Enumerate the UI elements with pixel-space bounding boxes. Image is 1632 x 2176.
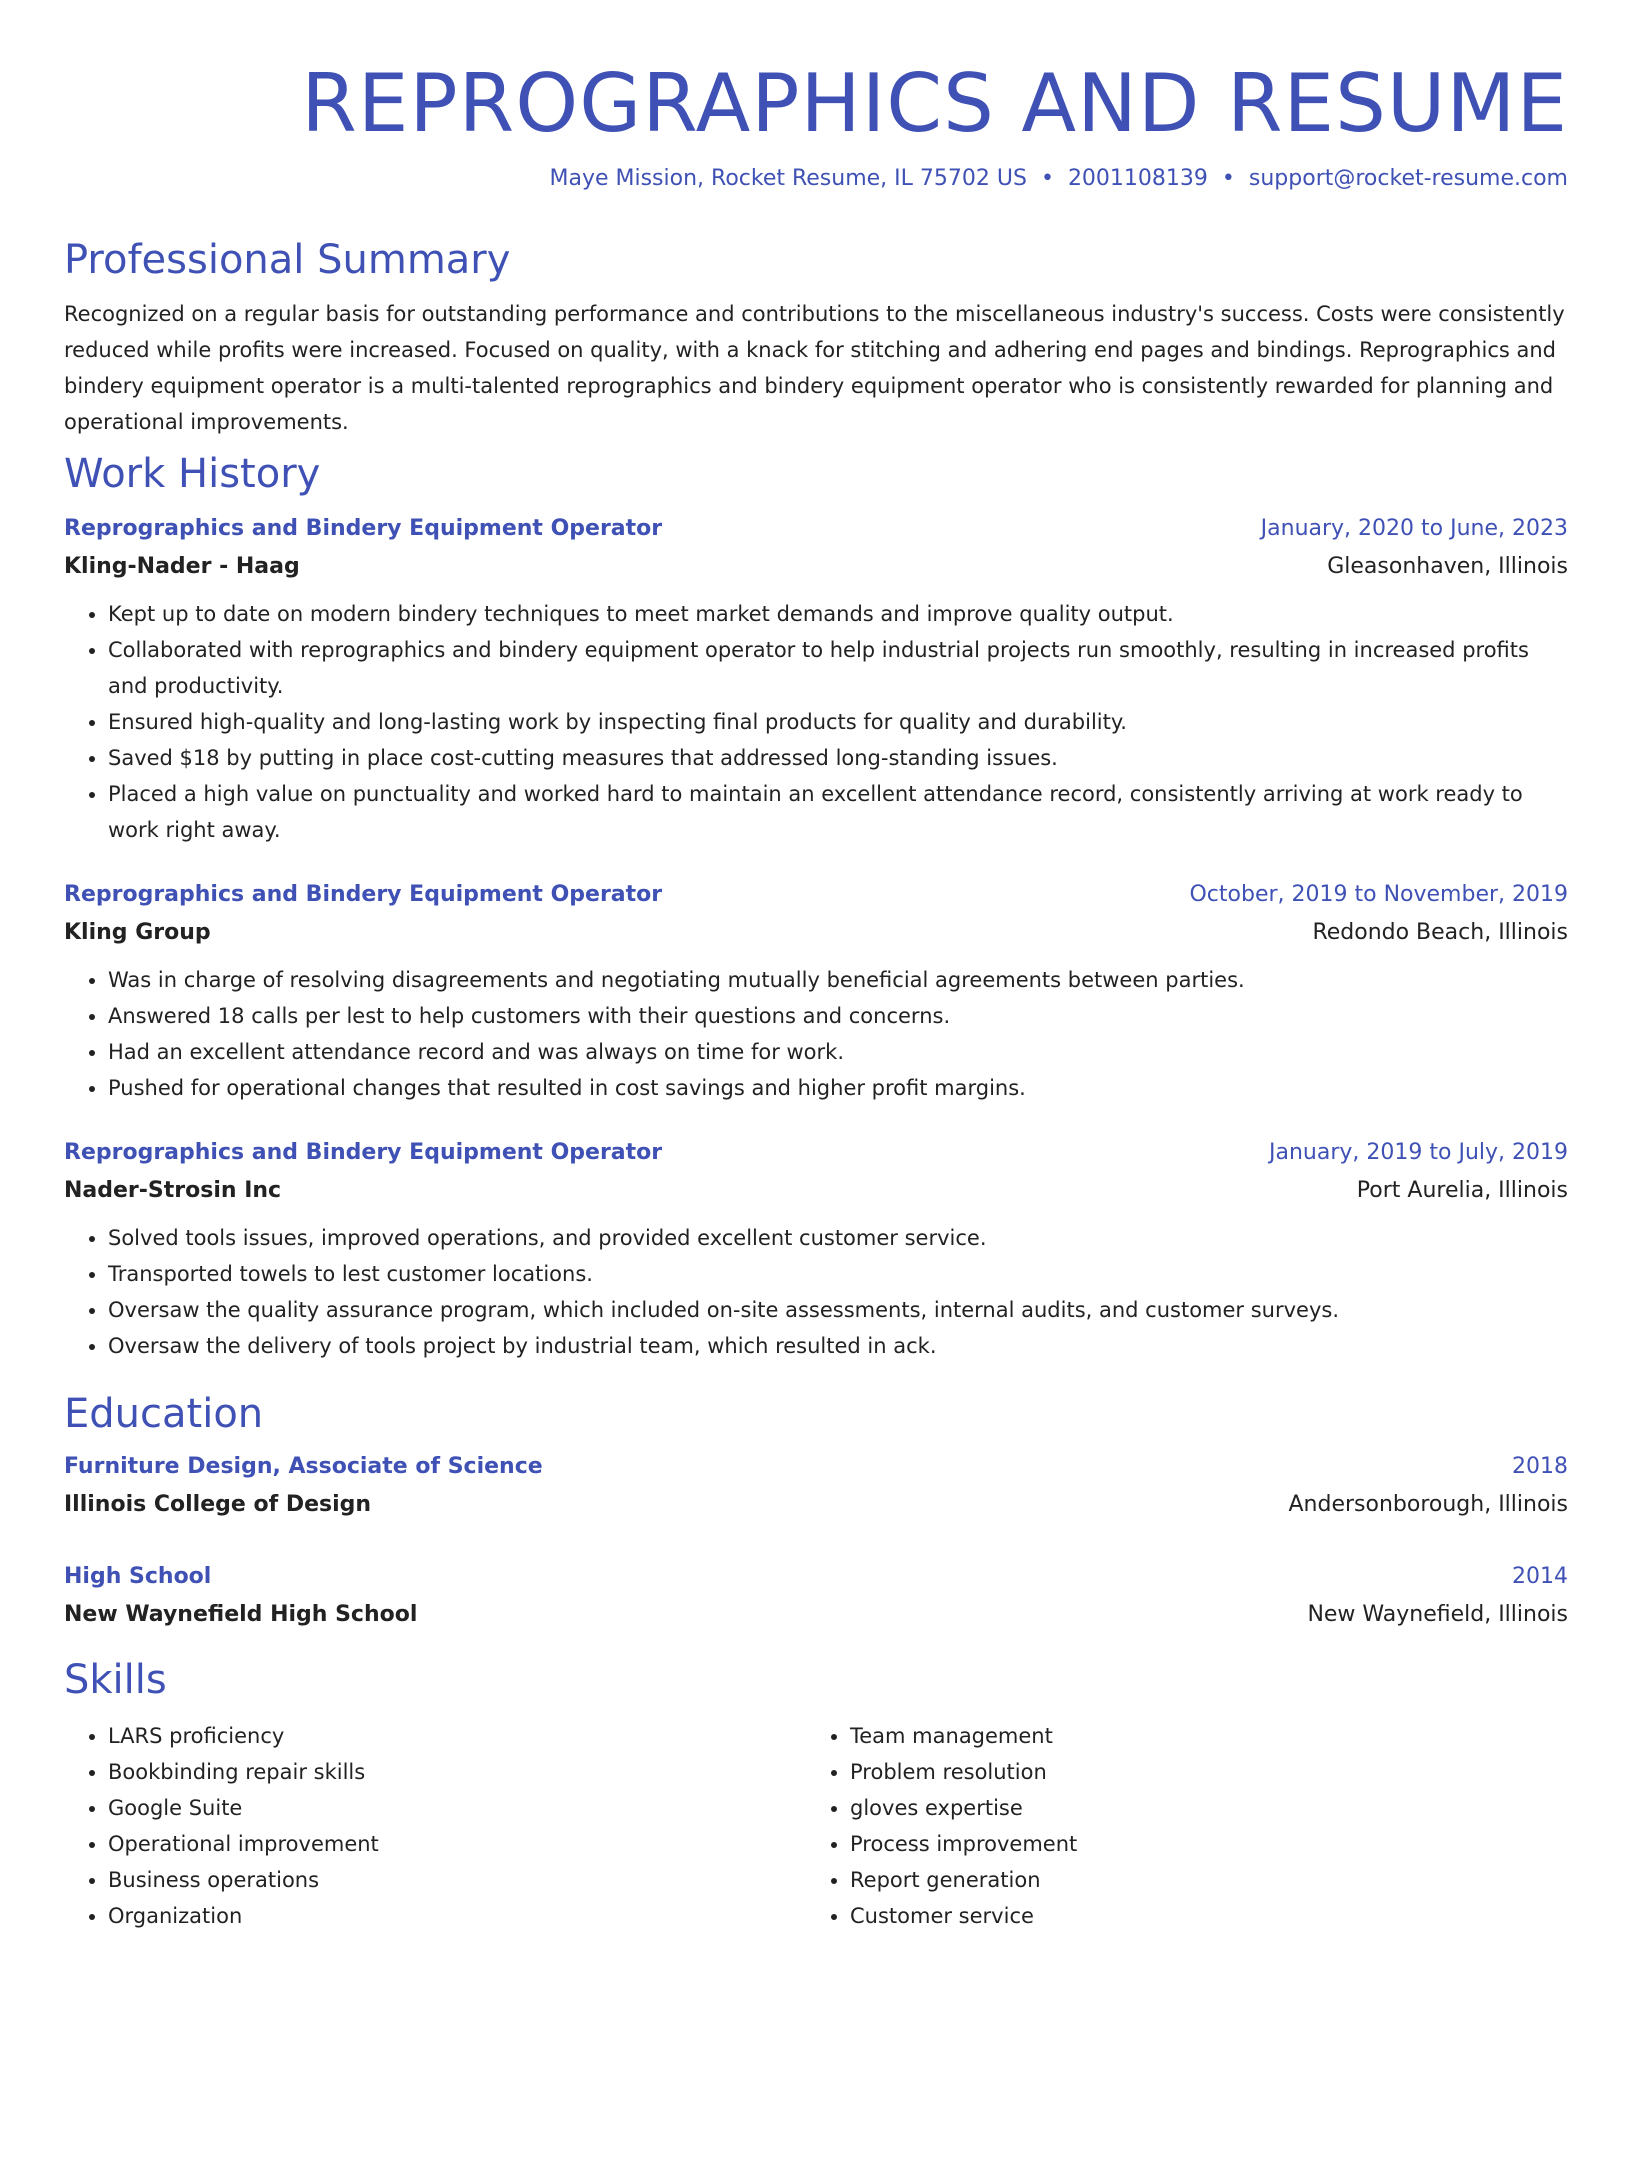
education-school: New Waynefield High School — [64, 1602, 418, 1627]
resume-name: REPROGRAPHICS AND RESUME — [301, 57, 1568, 150]
job-company: Nader-Strosin Inc — [64, 1178, 282, 1203]
job-title: Reprographics and Bindery Equipment Operator — [64, 516, 663, 541]
skill-item: • Customer service — [850, 1898, 1548, 1934]
job-bullet: • Saved $18 by putting in place cost-cutting measures that addressed long-standing issues. — [108, 740, 1568, 776]
section-title-education: Education — [64, 1391, 264, 1437]
education-year: 2014 — [1512, 1564, 1568, 1589]
job-bullet: • Kept up to date on modern bindery techniques to meet market demands and improve quality output. — [108, 596, 1568, 632]
job-company: Kling Group — [64, 920, 211, 945]
education-year: 2018 — [1512, 1454, 1568, 1479]
section-title-skills: Skills — [64, 1657, 167, 1703]
skill-item: • Problem resolution — [850, 1754, 1548, 1790]
job-bullet: • Ensured high-quality and long-lasting work by inspecting final products for quality and durability. — [108, 704, 1568, 740]
education-entry — [64, 1558, 1568, 1634]
skills-column-right — [806, 1718, 1548, 1934]
contact-email: support@rocket-resume.com — [1248, 166, 1568, 191]
job-location: Gleasonhaven, Illinois — [1327, 554, 1568, 579]
summary-text: Recognized on a regular basis for outstanding performance and contributions to the miscellaneous industry's success. Costs were consistently reduced while profits were increased. Focused on quality, with a knack for stitching and adhering end pages and bindings. Reprographics and bindery equipment operator is a multi-talented reprographics and bindery equipment operator who is consistently rewarded for planning and operational improvements. — [64, 302, 1565, 434]
job-dates: January, 2019 to July, 2019 — [1269, 1140, 1568, 1165]
contact-separator: • — [1040, 166, 1054, 191]
skill-item: • LARS proficiency — [108, 1718, 806, 1754]
job-bullet: • Oversaw the quality assurance program, which included on-site assessments, internal audits, and customer surveys. — [108, 1292, 1568, 1328]
skill-item: • Operational improvement — [108, 1826, 806, 1862]
skill-item: • Organization — [108, 1898, 806, 1934]
skill-item: • Google Suite — [108, 1790, 806, 1826]
job-bullets — [64, 1220, 1568, 1364]
section-title-summary: Professional Summary — [64, 237, 511, 283]
job-bullet: • Oversaw the delivery of tools project by industrial team, which resulted in ack. — [108, 1328, 1568, 1364]
resume-page — [0, 57, 1632, 2176]
skills-grid — [64, 1718, 1568, 1934]
education-location: New Waynefield, Illinois — [1307, 1602, 1568, 1627]
skill-item: • gloves expertise — [850, 1790, 1548, 1826]
education-degree: High School — [64, 1564, 212, 1589]
skill-item: • Process improvement — [850, 1826, 1548, 1862]
section-title-work-history: Work History — [64, 451, 321, 497]
job-dates: October, 2019 to November, 2019 — [1189, 882, 1568, 907]
contact-address: Maye Mission, Rocket Resume, IL 75702 US — [549, 166, 1027, 191]
contact-separator: • — [1221, 166, 1235, 191]
job-bullets — [64, 596, 1568, 848]
skill-item: • Team management — [850, 1718, 1548, 1754]
job-bullet: • Had an excellent attendance record and was always on time for work. — [108, 1034, 1568, 1070]
job-location: Redondo Beach, Illinois — [1312, 920, 1568, 945]
job-entry — [64, 510, 1568, 848]
contact-line — [64, 164, 1568, 194]
job-bullet: • Collaborated with reprographics and bindery equipment operator to help industrial projects run smoothly, resulting in increased profits and productivity. — [108, 632, 1568, 704]
education-school: Illinois College of Design — [64, 1492, 372, 1517]
job-company: Kling-Nader - Haag — [64, 554, 300, 579]
job-bullet: • Was in charge of resolving disagreements and negotiating mutually beneficial agreements between parties. — [108, 962, 1568, 998]
skill-item: • Business operations — [108, 1862, 806, 1898]
job-bullet: • Pushed for operational changes that resulted in cost savings and higher profit margins. — [108, 1070, 1568, 1106]
job-bullet: • Answered 18 calls per lest to help customers with their questions and concerns. — [108, 998, 1568, 1034]
education-entry — [64, 1448, 1568, 1524]
skill-item: • Report generation — [850, 1862, 1548, 1898]
contact-phone: 2001108139 — [1067, 166, 1208, 191]
job-bullets — [64, 962, 1568, 1106]
job-location: Port Aurelia, Illinois — [1356, 1178, 1568, 1203]
job-entry — [64, 876, 1568, 1106]
skill-item: • Bookbinding repair skills — [108, 1754, 806, 1790]
job-dates: January, 2020 to June, 2023 — [1260, 516, 1568, 541]
job-title: Reprographics and Bindery Equipment Operator — [64, 1140, 663, 1165]
education-degree: Furniture Design, Associate of Science — [64, 1454, 543, 1479]
skills-column-left — [64, 1718, 806, 1934]
job-bullet: • Transported towels to lest customer locations. — [108, 1256, 1568, 1292]
job-bullet: • Solved tools issues, improved operations, and provided excellent customer service. — [108, 1220, 1568, 1256]
job-entry — [64, 1134, 1568, 1364]
education-location: Andersonborough, Illinois — [1288, 1492, 1568, 1517]
job-title: Reprographics and Bindery Equipment Operator — [64, 882, 663, 907]
job-bullet: • Placed a high value on punctuality and worked hard to maintain an excellent attendance record, consistently arriving at work ready to work right away. — [108, 776, 1568, 848]
